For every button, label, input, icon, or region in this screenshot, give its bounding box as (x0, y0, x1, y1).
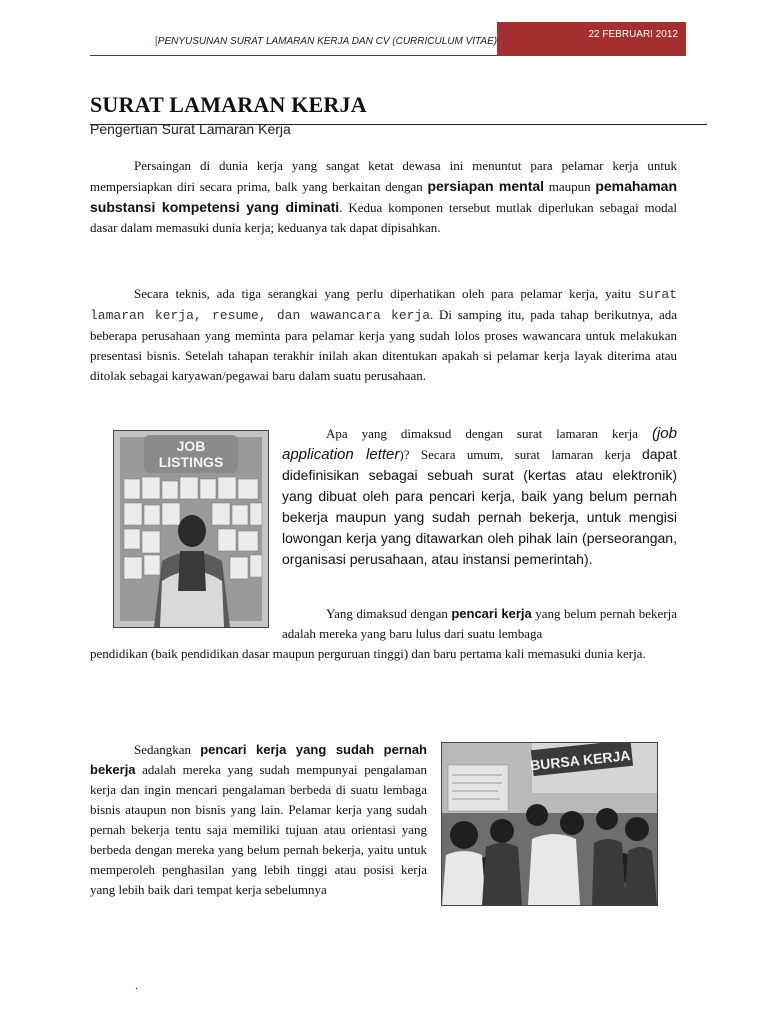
header-date: 22 FEBRUARI 2012 (497, 22, 686, 56)
job-listings-photo (113, 430, 269, 628)
bursa-kerja-photo (441, 742, 658, 906)
bursa-banner-text: BURSA KERJA (529, 746, 632, 774)
header-rule (90, 55, 497, 56)
running-title: PENYUSUNAN SURAT LAMARAN KERJA DAN CV (CURRICULUM VITAE) (157, 36, 498, 47)
paragraph-3: Apa yang dimaksud dengan surat lamaran kerja (job application letter)? Secara umum, surat lamaran kerja dapat didefinisikan sebagai sebuah surat (kertas atau elektronik) yang dibuat oleh para pencari kerja, baik yang belum pernah bekerja maupun yang sudah pernah bekerja, untuk mengisi lowongan kerja yang ditawarkan oleh pihak lain (perseorangan, organisasi perusahaan, atau instansi pemerintah). (282, 425, 678, 567)
job-sign-line2: LISTINGS (158, 454, 224, 470)
footer-dot: . (135, 978, 138, 992)
job-sign-line1: JOB (176, 438, 206, 454)
paragraph-1: Persaingan di dunia kerja yang sangat ketat dewasa ini menuntut para pelamar kerja untuk mempersiapkan diri secara prima, balk yang berkaitan dengan persiapan mental maupun pemahaman substansi kompetensi yang diminati. Kedua komponen tersebut mutlak diperlukan sebagai modal dasar dalam memasuki dunia kerja; keduanya tak dapat dipisahkan. (90, 158, 678, 235)
section-subtitle: Pengertian Surat Lamaran Kerja (90, 121, 291, 137)
paragraph-2: Secara teknis, ada tiga serangkai yang perlu diperhatikan oleh para pelamar kerja, yaitu surat lamaran kerja, resume, dan wawancara kerja. Di samping itu, pada tahap berikutnya, ada beberapa perusahaan yang meminta para pelamar kerja yang sudah lolos proses wawancara untuk melakukan presentasi bisnis. Setelah tahapan terakhir inilah akan ditentukan apakah si pelamar kerja layak diterima atau ditolak sebagai karyawan/pegawai baru dalam suatu perusahaan. (90, 286, 677, 383)
paragraph-4b: pendidikan (baik pendidikan dasar maupun perguruan tinggi) dan baru pertama kali memasuki dunia kerja. (90, 646, 646, 661)
running-header: [PENYUSUNAN SURAT LAMARAN KERJA DAN CV (CURRICULUM VITAE) (155, 36, 498, 47)
paragraph-5: Sedangkan pencari kerja yang sudah pernah bekerja adalah mereka yang sudah mempunyai pengalaman kerja dan ingin mencari pengalaman berbeda di suatu lembaga bisnis ataupun non bisnis yang lain. Pelamar kerja yang sudah pernah bekerja tentu saja memiliki tujuan atau orientasi yang berbeda dengan mereka yang belum pernah bekerja, yaitu untuk memperoleh penghasilan yang lebih tinggi atau posisi kerja yang lebih baik dari tempat kerja sebelumnya (90, 742, 427, 897)
paragraph-4a: Yang dimaksud dengan pencari kerja yang belum pernah bekerja adalah mereka yang baru lulus dari suatu lembaga (282, 606, 678, 641)
page-title: SURAT LAMARAN KERJA (90, 92, 367, 117)
